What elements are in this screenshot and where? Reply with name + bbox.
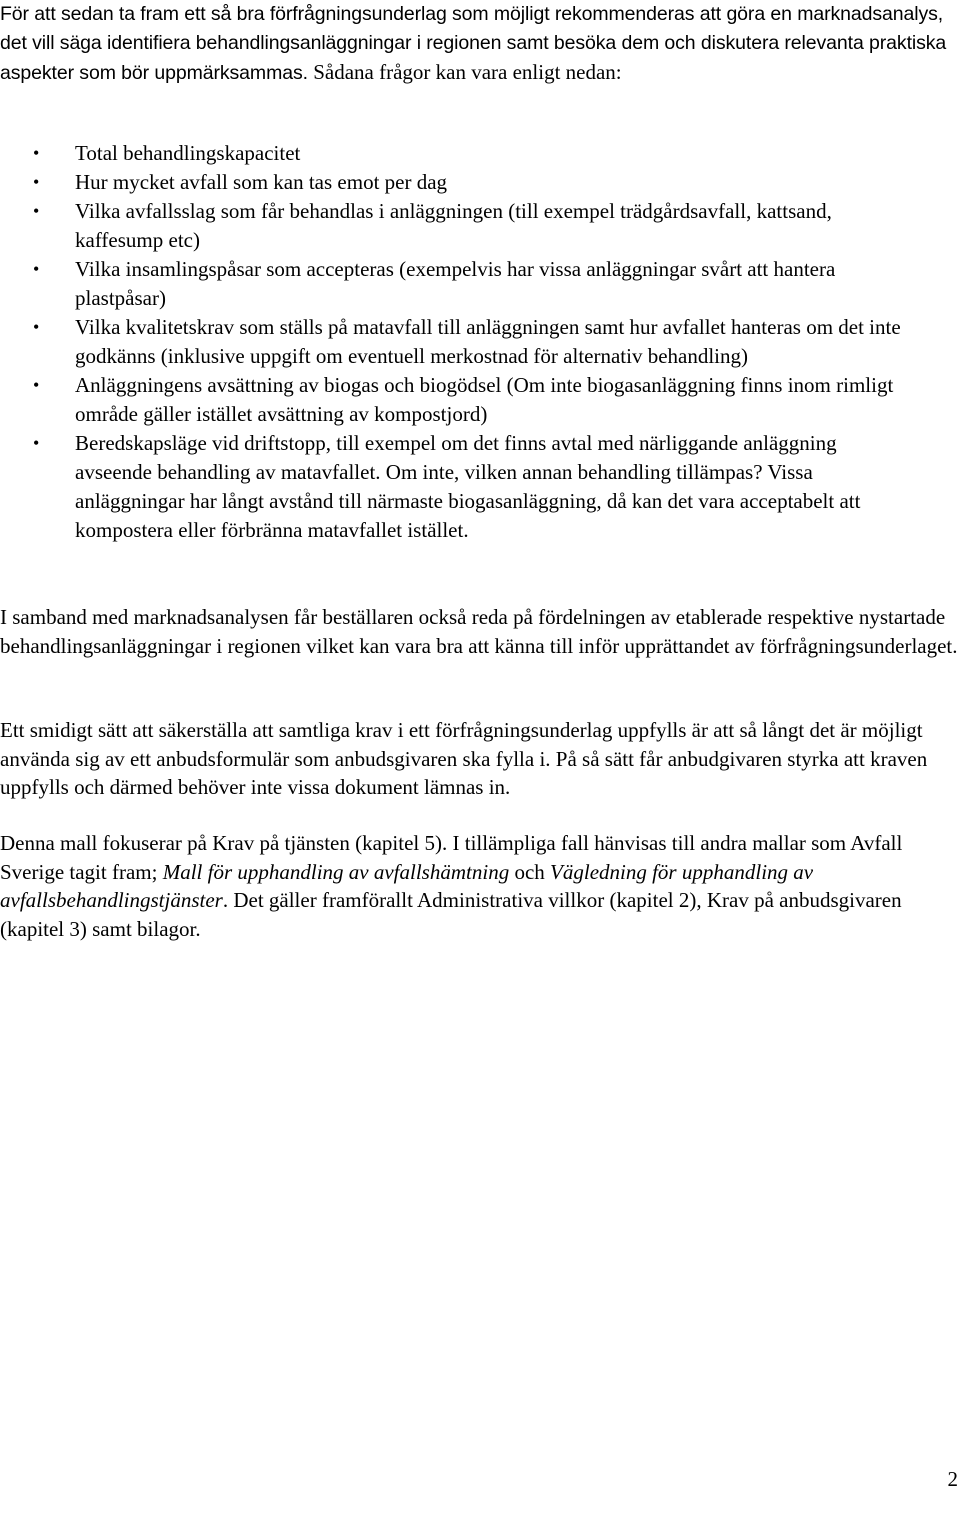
template-text-part-1: Denna mall fokuserar på Krav på tjänsten (kapitel 5). I tillämpliga fall hänvisas till andra mallar som Avfall Sverige tagit fram;	[0, 831, 903, 884]
list-item	[0, 255, 958, 313]
tender-form-paragraph: Ett smidigt sätt att säkerställa att samtliga krav i ett förfrågningsunderlag uppfylls är att så långt det är möjligt använda sig av ett anbudsformulär som anbudsgivaren ska fylla i. På så sätt får anbudgivaren styrka att kraven uppfylls och därmed behöver inte vissa dokument lämnas in.	[0, 718, 928, 799]
bullet-icon: •	[33, 375, 40, 395]
template-text-part-2: och	[509, 859, 551, 884]
list-item	[0, 168, 958, 197]
list-item-text: Total behandlingskapacitet	[75, 141, 301, 165]
bullet-icon: •	[33, 259, 40, 279]
list-item	[0, 429, 958, 545]
template-focus-paragraph	[0, 829, 958, 943]
bullet-icon: •	[33, 201, 40, 221]
list-item	[0, 371, 958, 429]
bullet-icon: •	[33, 317, 40, 337]
template-title-collection: Mall för upphandling av avfallshämtning	[162, 859, 510, 884]
bullet-icon: •	[33, 433, 40, 453]
list-item-text: Vilka kvalitetskrav som ställs på matavfall till anläggningen samt hur avfallet hanteras om det inte godkänns (inklusive uppgift om eventuell merkostnad för alternativ behandling)	[75, 315, 901, 368]
list-item-text: Hur mycket avfall som kan tas emot per dag	[75, 170, 448, 194]
bullet-icon: •	[33, 172, 40, 192]
bullet-icon: •	[33, 143, 40, 163]
list-item-text: Beredskapsläge vid driftstopp, till exempel om det finns avtal med närliggande anläggning avseende behandling av matavfallet. Om inte, vilken annan behandling tillämpas? Vissa anläggningar har långt avstånd till närmaste biogasanläggning, då kan det vara acceptabelt att kompostera eller förbränna matavfallet istället.	[75, 431, 861, 542]
list-item-text: Vilka avfallsslag som får behandlas i anläggningen (till exempel trädgårdsavfall, kattsand, kaffesump etc)	[75, 199, 832, 252]
template-text-part-3: . Det gäller framförallt Administrativa villkor (kapitel 2), Krav på anbudsgivaren (kapitel 3) samt bilagor.	[0, 888, 902, 941]
list-item-text: Anläggningens avsättning av biogas och biogödsel (Om inte biogasanläggning finns inom rimligt område gäller istället avsättning av kompostjord)	[75, 373, 894, 426]
list-item-text: Vilka insamlingspåsar som accepteras (exempelvis har vissa anläggningar svårt att hantera plastpåsar)	[75, 257, 836, 310]
question-list	[0, 139, 958, 545]
template-title-treatment: Vägledning för upphandling av avfallsbehandlingstjänster	[0, 859, 814, 912]
intro-sans-text: För att sedan ta fram ett så bra förfrågningsunderlag som möjligt rekommenderas att göra en marknadsanalys, det vill säga identifiera behandlingsanläggningar i regionen samt besöka dem och diskutera relevanta praktiska aspekter som bör uppmärksammas.	[0, 3, 947, 84]
intro-paragraph	[0, 0, 958, 88]
market-analysis-paragraph: I samband med marknadsanalysen får beställaren också reda på fördelningen av etablerade respektive nystartade behandlingsanläggningar i regionen vilket kan vara bra att känna till inför upprättandet av förfrågningsunderlaget.	[0, 605, 958, 658]
list-item	[0, 313, 958, 371]
list-item	[0, 139, 958, 168]
page-number: 2	[947, 1467, 958, 1491]
list-item	[0, 197, 958, 255]
intro-serif-text: Sådana frågor kan vara enligt nedan:	[307, 60, 622, 84]
